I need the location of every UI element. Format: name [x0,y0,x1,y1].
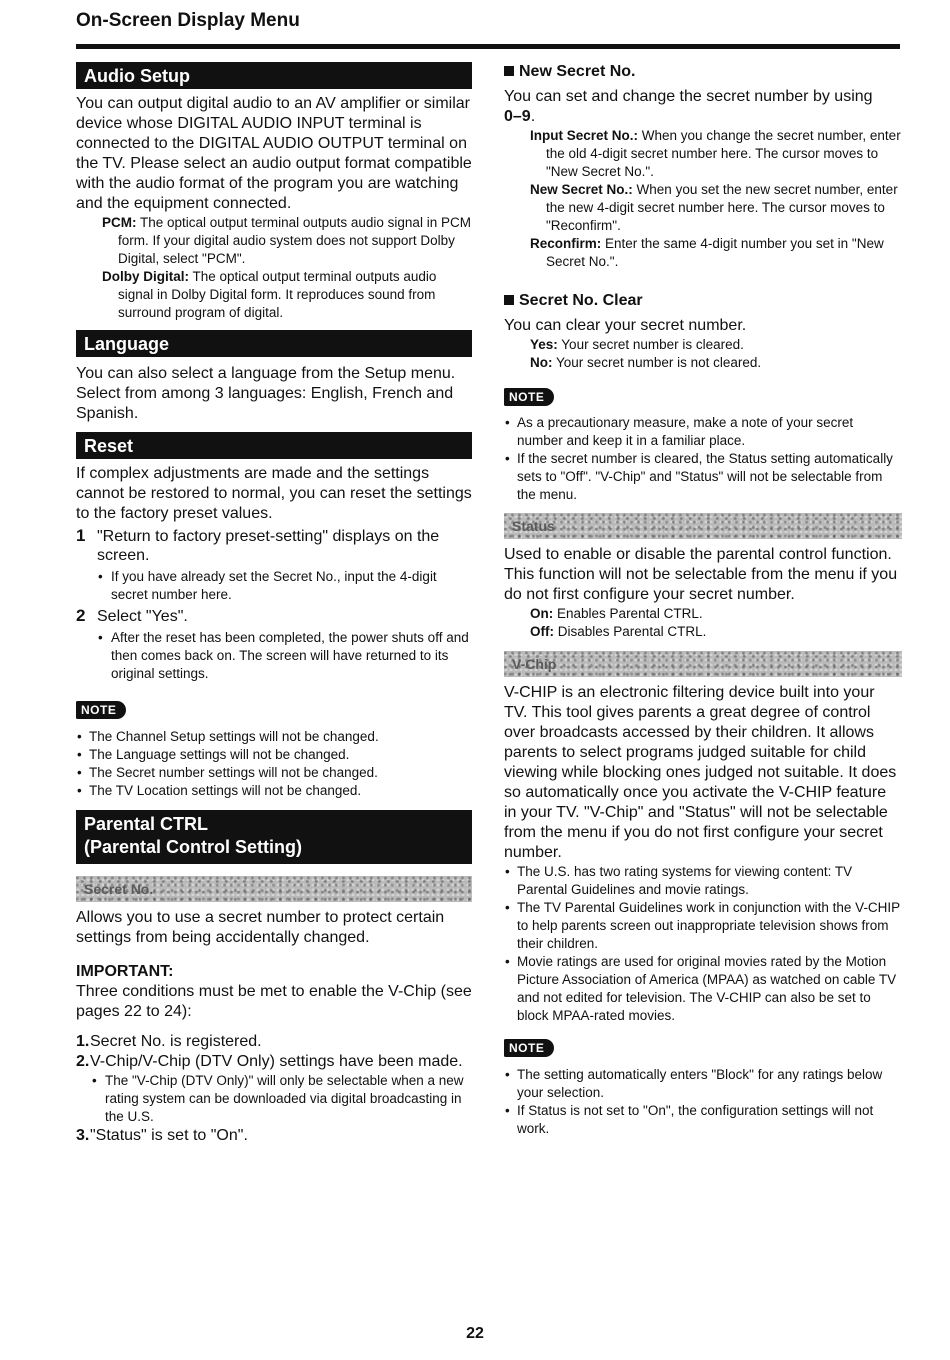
vchip-subheading: V-Chip [504,651,902,677]
language-heading: Language [76,330,472,357]
condition-text: Secret No. is registered. [90,1033,262,1050]
secret-clear-note-block [504,388,902,406]
list-item: • The TV Parental Guidelines work in conjunction with the V-CHIP to help parents screen out inappropriate television shows from their children. [504,899,902,953]
reconfirm-definition [504,235,902,271]
condition-number: 2. [76,1053,90,1070]
header-rule [76,44,900,49]
secret-clear-body: You can clear your secret number. [504,317,747,334]
important-label: IMPORTANT: [76,963,174,980]
list-item: • As a precautionary measure, make a note of your secret number and keep it in a familiar place. [504,414,902,450]
reset-step-1 [76,527,472,565]
list-item: • The TV Location settings will not be changed. [76,782,472,800]
list-item: • The U.S. has two rating systems for viewing content: TV Parental Guidelines and movie ratings. [504,863,902,899]
step-text: "Return to factory preset-setting" displays on the screen. [97,528,440,564]
no-desc: Your secret number is not cleared. [556,355,762,370]
yes-term: Yes: [530,337,558,352]
language-body: You can also select a language from the Setup menu. Select from among 3 languages: English, French and Spanish. [76,365,456,422]
pcm-desc: The optical output terminal outputs audio signal in PCM form. If your digital audio system does not support Dolby Digital, select "PCM". [118,215,471,266]
secret-no-subheading: Secret No. [76,876,472,902]
dolby-term: Dolby Digital: [102,269,189,284]
off-definition [504,623,902,641]
audio-setup-heading: Audio Setup [76,62,472,89]
condition-text: "Status" is set to "On". [90,1127,248,1144]
square-bullet-icon [504,295,514,305]
reset-note-block [76,701,472,719]
off-desc: Disables Parental CTRL. [557,624,707,639]
parental-ctrl-heading [76,810,472,864]
vchip-note-block [504,1039,902,1057]
no-term: No: [530,355,553,370]
important-body: Three conditions must be met to enable the V-Chip (see pages 22 to 24): [76,983,472,1020]
yes-definition [504,336,902,354]
vchip-body: V-CHIP is an electronic filtering device built into your TV. This tool gives parents a great degree of control over broadcasts accessed by their children. It allows parents to select programs judged suitable for child viewing while blocking ones judged not suitable. It does so automatically once you activate the V-CHIP feature in your TV. "V-Chip" and "Status" will not be selectable from the menu if you do not first configure your secret number. [504,684,897,861]
new-secret-body-prefix: You can set and change the secret number by using [504,88,873,105]
condition-number: 3. [76,1127,90,1144]
no-definition [504,354,902,372]
audio-setup-body: You can output digital audio to an AV amplifier or similar device whose DIGITAL AUDIO INPUT terminal is connected to the DIGITAL AUDIO OUTPUT terminal on the TV. Please select an audio output format compatible with the audio format of the program you are watching and the equipment connected. [76,95,472,212]
condition-number: 1. [76,1033,90,1050]
vchip-bullets-list [504,863,902,1025]
step-number: 2 [76,606,86,625]
list-item: • The Channel Setup settings will not be changed. [76,728,472,746]
reset-heading: Reset [76,432,472,459]
step-number: 1 [76,526,86,545]
new-secret-term: New Secret No.: [530,182,633,197]
condition-2 [76,1052,472,1072]
reset-body: If complex adjustments are made and the settings cannot be restored to normal, you can reset the settings to the factory preset values. [76,465,472,522]
note-icon: NOTE [504,388,554,406]
reset-notes-list [76,728,472,800]
secret-clear-heading [504,291,902,311]
reset-step-2-note: • After the reset has been completed, the power shuts off and then comes back on. The screen will have returned to its original settings. [76,629,472,683]
new-secret-title: New Secret No. [519,63,636,80]
secret-clear-notes-list [504,414,902,504]
new-secret-body-suffix: . [530,108,536,125]
page-header-title: On-Screen Display Menu [76,10,300,31]
step-text: Select "Yes". [97,608,188,625]
new-secret-heading [504,62,902,82]
condition-2-note: • The "V-Chip (DTV Only)" will only be selectable when a new rating system can be downloaded via digital broadcasting in the U.S. [76,1072,472,1126]
condition-text: V-Chip/V-Chip (DTV Only) settings have been made. [90,1053,463,1070]
new-secret-definition [504,181,902,235]
vchip-notes-list [504,1066,902,1138]
input-secret-definition [504,127,902,181]
status-body: Used to enable or disable the parental control function. This function will not be selectable from the menu if you do not first configure your secret number. [504,546,898,603]
off-term: Off: [530,624,554,639]
parental-title-line-2: (Parental Control Setting) [84,837,303,857]
dolby-definition [76,268,472,322]
reconfirm-term: Reconfirm: [530,236,602,251]
on-desc: Enables Parental CTRL. [557,606,703,621]
input-secret-term: Input Secret No.: [530,128,639,143]
list-item: • If Status is not set to "On", the configuration settings will not work. [504,1102,902,1138]
parental-title-line-1: Parental CTRL [84,814,209,834]
input-secret-desc: When you change the secret number, enter the old 4-digit secret number here. The cursor moves to "New Secret No.". [546,128,901,179]
dolby-desc: The optical output terminal outputs audio signal in Dolby Digital form. It reproduces sound from surround program of digital. [118,269,437,320]
parental-body: Allows you to use a secret number to protect certain settings from being accidentally changed. [76,909,445,946]
note-icon: NOTE [76,701,126,719]
list-item: • Movie ratings are used for original movies rated by the Motion Picture Association of America (MPAA) as watched on cable TV and not edited for television. The V-CHIP can also be set to block MPAA-rated movies. [504,953,902,1025]
list-item: • The setting automatically enters "Block" for any ratings below your selection. [504,1066,902,1102]
on-term: On: [530,606,554,621]
list-item: • The Language settings will not be changed. [76,746,472,764]
page-number: 22 [466,1325,484,1342]
list-item: • If the secret number is cleared, the Status setting automatically sets to "Off". "V-Chip" and "Status" will not be selectable from the menu. [504,450,902,504]
secret-clear-title: Secret No. Clear [519,292,643,309]
note-icon: NOTE [504,1039,554,1057]
new-secret-body [504,87,902,127]
square-bullet-icon [504,66,514,76]
reset-step-1-note: • If you have already set the Secret No., input the 4-digit secret number here. [76,568,472,604]
condition-1 [76,1032,472,1052]
new-secret-digits: 0–9 [504,108,531,125]
status-subheading: Status [504,513,902,539]
on-definition [504,605,902,623]
condition-3 [76,1126,472,1146]
yes-desc: Your secret number is cleared. [561,337,744,352]
pcm-definition [76,214,472,268]
reset-step-2 [76,607,472,626]
right-column [504,62,902,1138]
left-column [76,62,472,1146]
list-item: • The Secret number settings will not be changed. [76,764,472,782]
reconfirm-desc: Enter the same 4-digit number you set in "New Secret No.". [546,236,884,269]
new-secret-desc: When you set the new secret number, enter the new 4-digit secret number here. The cursor moves to "Reconfirm". [546,182,898,233]
pcm-term: PCM: [102,215,137,230]
